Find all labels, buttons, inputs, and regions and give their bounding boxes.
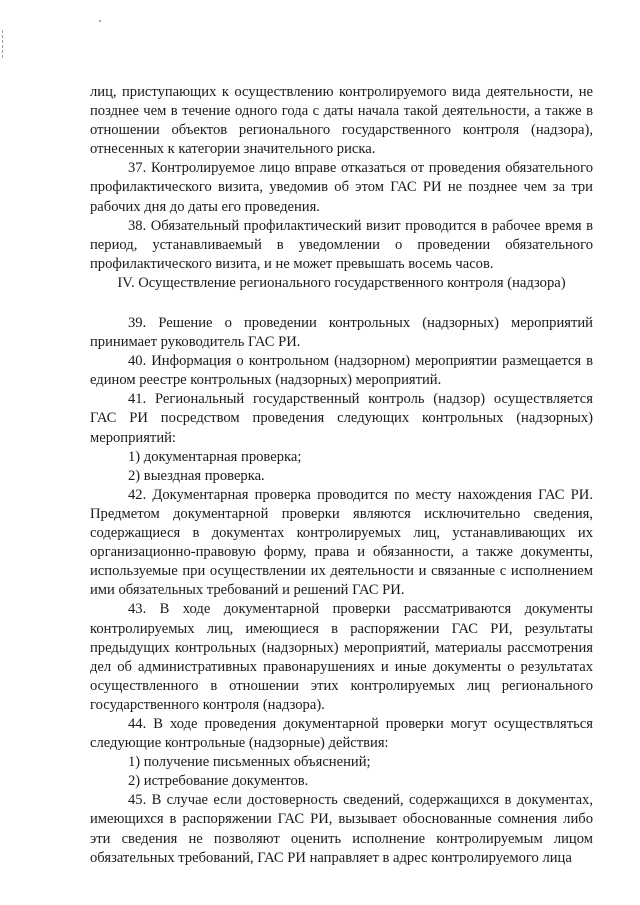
- paragraph-43: 43. В ходе документарной проверки рассматриваются документы контролируемых лиц, имеющиеся в распоряжении ГАС РИ, результаты предыдущих контрольных (надзорных) мероприятий, материалы рассмотрения дел об административных правонарушениях и иные документы о результатах осуществленного в отношении этих контролируемых лиц регионального государственного контроля (надзора).: [90, 601, 593, 713]
- paragraph-44: 44. В ходе проведения документарной проверки могут осуществляться следующие контрольные (надзорные) действия:: [90, 715, 593, 752]
- paragraph-38: 38. Обязательный профилактический визит проводится в рабочее время в период, устанавливаемый в уведомлении о проведении обязательного профилактического визита, и не может превышать восемь часов.: [90, 217, 593, 272]
- paragraph-intro: лиц, приступающих к осуществлению контролируемого вида деятельности, не позднее чем в течение одного года с даты начала такой деятельности, а также в отношении объектов регионального государственного контроля (надзора), отнесенных к категории значительного риска.: [90, 84, 593, 158]
- list-item-41-2: 2) выездная проверка.: [128, 467, 265, 484]
- paragraph-37: 37. Контролируемое лицо вправе отказаться от проведения обязательного профилактического визита, уведомив об этом ГАС РИ не позднее чем за три рабочих дня до даты его проведения.: [90, 160, 593, 215]
- text-block-top: [90, 83, 593, 274]
- list-item-41-1: 1) документарная проверка;: [128, 448, 302, 465]
- scan-edge-mark: [2, 30, 5, 58]
- text-block-main: [90, 314, 593, 868]
- paragraph-40: 40. Информация о контрольном (надзорном) мероприятии размещается в едином реестре контрольных (надзорных) мероприятий.: [90, 353, 593, 389]
- section-heading: IV. Осуществление регионального государственного контроля (надзора): [117, 275, 566, 291]
- scan-speck: [99, 20, 101, 22]
- paragraph-45: 45. В случае если достоверность сведений, содержащихся в документах, имеющихся в распоряжении ГАС РИ, вызывает обоснованные сомнения либо эти сведения не позволяют оценить исполнение контролируемым лицом обязательных требований, ГАС РИ направляет в адрес контролируемого лица: [90, 792, 593, 866]
- paragraph-39: 39. Решение о проведении контрольных (надзорных) мероприятий принимает руководитель ГАС РИ.: [90, 315, 593, 351]
- list-item-44-1: 1) получение письменных объяснений;: [128, 754, 371, 771]
- paragraph-41: 41. Региональный государственный контроль (надзор) осуществляется ГАС РИ посредством проведения следующих контрольных (надзорных) мероприятий:: [90, 391, 593, 446]
- paragraph-42: 42. Документарная проверка проводится по месту нахождения ГАС РИ. Предметом документарной проверки являются исключительно сведения, содержащиеся в документах контролируемых лиц, устанавливающих их организационно-правовую форму, права и обязанности, а также документы, используемые при осуществлении их деятельности и связанные с исполнением ими обязательных требований и решений ГАС РИ.: [90, 486, 593, 599]
- list-item-44-2: 2) истребование документов.: [128, 773, 309, 790]
